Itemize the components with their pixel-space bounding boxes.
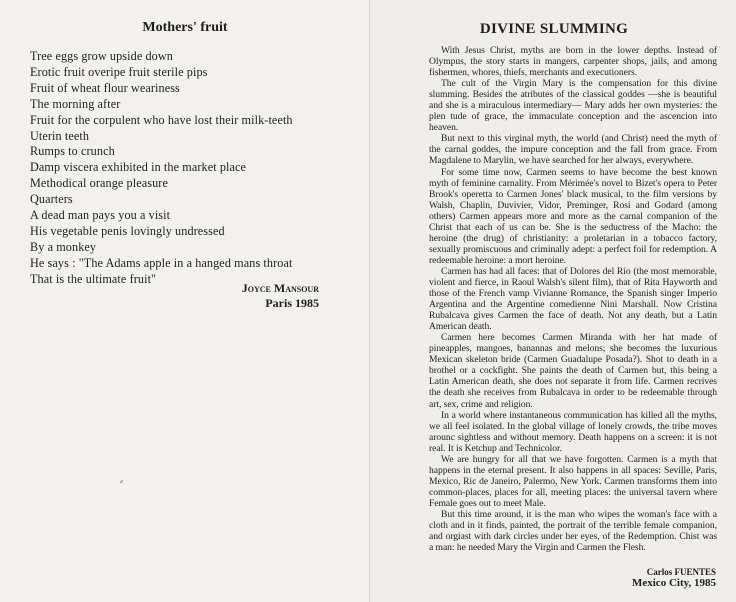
stray-mark: ⸗ xyxy=(120,476,123,486)
essay-paragraph: Carmen here becomes Carmen Miranda with her hat made of pineapples, mangoes, banannas and melons; she becomes the luxurious Mexican skeleton bride (Carmen Guadalupe Posada?). Shot to death in a brothel or a cockfight. She paints the death of Carmen but, this being a Latin American death, she does not separate it from life. Carmen recrives the death she receives from Rubalcava in order to be redeemable through art, sex, crime and religion. xyxy=(429,332,717,410)
poem-line: His vegetable penis lovingly undressed xyxy=(30,223,225,238)
essay-paragraph: In a world where instantaneous communication has killed all the myths, we all feel isolated. In the global village of lonely crowds, the tribe moves arounc sightless and without memory. Death happens on a screen: it is not real. It is Ketchup and Technicolor. xyxy=(429,409,717,454)
poem xyxy=(30,49,350,288)
essay-paragraph: With Jesus Christ, myths are born in the lower depths. Instead of Olympus, the story starts in mangers, carpenter shops, jails, and among fishermen, whores, thiefs, merchants and executioners. xyxy=(429,45,717,79)
essay-paragraph: Carmen has had all faces: that of Dolores del Río (the most memorable, violent and fierce, in Raoul Walsh's silent film), that of Rita Hayworth and those of the French vamp Vivianne Romance, the Spanish singer Imperio Argentina and the Argentine comedienne Nini Marshall. Now Cristina Rubalcava gives Carmen the face of death. Not any death, but a Latin American death. xyxy=(429,265,717,333)
essay-body xyxy=(429,45,717,553)
essay-title: DIVINE SLUMMING xyxy=(479,21,629,37)
poem-line: Methodical orange pleasure xyxy=(30,176,168,191)
essay-paragraph: The cult of the Virgin Mary is the compensation for this divine slumming. Besides the atributes of the classical goddes —she is beautiful and she is a miraculous intermediary— Mary adds her own mysteries: the plen tude of grace, the immaculate conception and the ascencion into heaven. xyxy=(429,78,717,134)
poem-place-year: Paris 1985 xyxy=(265,296,319,310)
essay-paragraph: But this time around, it is the man who wipes the woman's face with a cloth and in it finds, painted, the portrait of the terrible female companion, and orgiast with dark circles under her eyes, of the Redemption. Chist was a man: he needed Mary the Virgin and Carmen the Flesh. xyxy=(429,508,717,554)
poem-line: Tree eggs grow upside down xyxy=(30,49,173,63)
poem-line: By a monkey xyxy=(30,239,97,254)
essay-place-year: Mexico City, 1985 xyxy=(631,577,716,589)
essay-paragraph: But next to this virginal myth, the world (and Christ) need the myth of the carnal goddes, the impure conception and the fall from grace. From Magdalene to Marylin, we have searched for her always, everywhere. xyxy=(429,133,717,167)
poem-line: Quarters xyxy=(30,192,73,207)
poem-line: Rumps to crunch xyxy=(30,144,115,159)
right-page xyxy=(372,0,736,602)
poem-line: The morning after xyxy=(30,96,121,111)
poem-line: Fruit for the corpulent who have lost their milk-teeth xyxy=(30,112,293,127)
essay-author: Carlos FUENTES xyxy=(646,567,716,577)
poem-title: Mothers' fruit xyxy=(142,20,228,35)
poem-line: Uterin teeth xyxy=(30,128,90,143)
poem-line: Damp viscera exhibited in the market place xyxy=(30,160,247,175)
poem-line: Erotic fruit overipe fruit sterile pips xyxy=(30,64,208,79)
essay-paragraph: For some time now, Carmen seems to have become the best known myth of feminine carnality. From Mérimée's novel to Bizet's opera to Peter Brook's operetta to Carmen Jones' black musical, to the film versions by Walsh, Chaplin, Duvivier, Vidor, Preminger, Rosi and Godard (among others) Carmen appears more and more as the carnal companion of the Christ that each of us can be. She is the seductress of the Macho: the heroine (the drug) of christianity: a proletarian in a tobacco factory, sexually promiscuous and criminally adept: a perfect foil for redemption. A redeemable heroine: a mort heroine. xyxy=(429,166,717,266)
poem-line: A dead man pays you a visit xyxy=(30,208,171,223)
essay-paragraph: We are hungry for all that we have forgotten. Carmen is a myth that happens in the eternal present. It also happens in all spaces: Seville, Paris, Mexico, Ric de Janeiro, Palermo, New York. Carmen transforms them into common-places, places for all, meeting places: the universal tavern where Female goes out to meet Male. xyxy=(429,453,717,509)
poem-author: Joyce Mansour xyxy=(241,281,319,295)
poem-line: Fruit of wheat flour weariness xyxy=(30,80,180,95)
poem-line: He says : "The Adams apple in a hanged mans throat xyxy=(30,255,293,270)
poem-line: That is the ultimate fruit" xyxy=(30,271,157,286)
